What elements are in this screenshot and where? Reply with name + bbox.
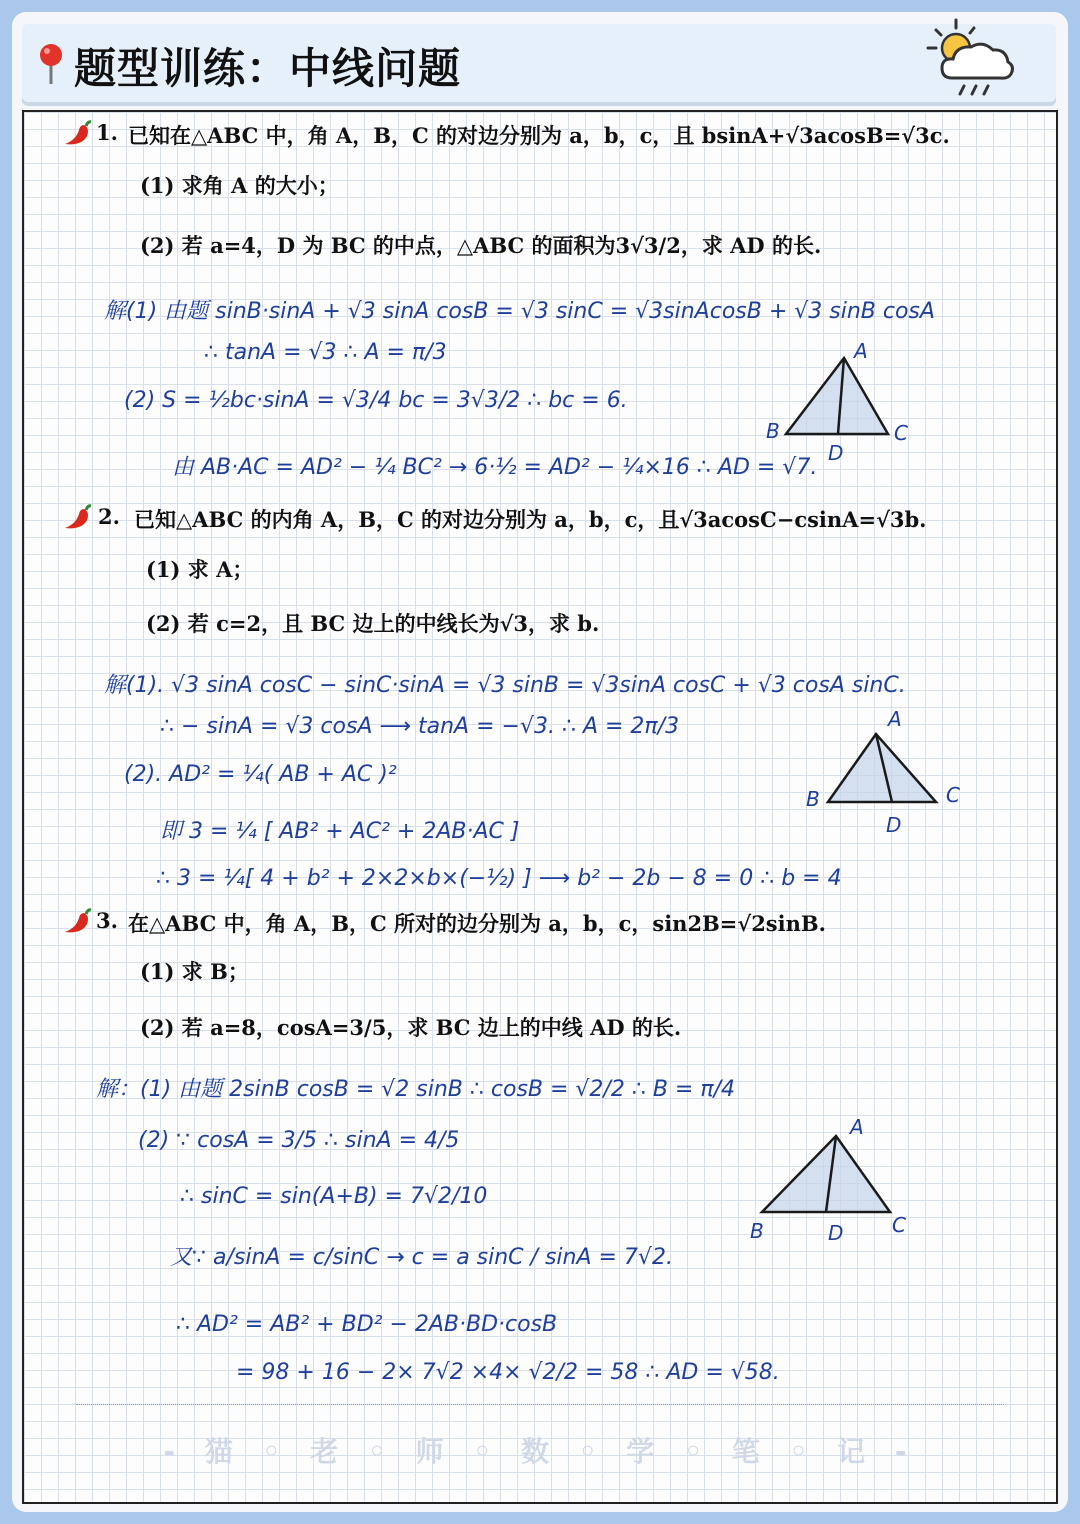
p1-solution-line-3: (2) S = ½bc·sinA = √3/4 bc = 3√3/2 ∴ bc = 6. [124,388,628,413]
p2-solution-line-1: 解(1). √3 sinA cosC − sinC·sinA = √3 sinB = √3sinA cosC + √3 cosA sinC. [104,673,906,698]
vertex-label-c: C [892,1213,906,1237]
p3-solution-line-2: (2) ∵ cosA = 3/5 ∴ sinA = 4/5 [138,1128,460,1153]
problem-1-stem: 已知在△ABC 中，角 A，B，C 的对边分别为 a，b，c，且 bsinA+√3acosB=√3c. [128,123,950,148]
chili-pepper-icon [62,908,92,936]
midpoint-label-d: D [828,441,844,465]
p3-solution-line-6: = 98 + 16 − 2× 7√2 ×4× √2/2 = 58 ∴ AD = √58. [236,1360,780,1385]
chili-pepper-icon [62,504,92,532]
p3-solution-line-3: ∴ sinC = sin(A+B) = 7√2/10 [180,1184,488,1209]
triangle-diagram-2 [796,704,976,840]
page-title: 题型训练：中线问题 [74,44,462,93]
triangle-diagram-1 [758,336,928,472]
vertex-label-a: A [888,707,902,731]
map-pin-icon [36,42,66,86]
p2-solution-line-2: ∴ − sinA = √3 cosA ⟶ tanA = −√3. ∴ A = 2π/3 [160,714,680,739]
problem-1-part1: (1) 求角 A 的大小； [140,173,339,198]
problem-1-part2: (2) 若 a=4，D 为 BC 的中点，△ABC 的面积为3√3/2，求 AD 的长. [140,233,822,258]
vertex-label-a: A [854,339,868,363]
problem-2-part2: (2) 若 c=2，且 BC 边上的中线长为√3，求 b. [146,611,600,636]
p2-solution-line-3: (2). AD² = ¼( AB + AC )² [124,762,397,787]
p3-solution-line-5: ∴ AD² = AB² + BD² − 2AB·BD·cosB [176,1312,558,1337]
midpoint-label-d: D [886,813,902,837]
vertex-label-b: B [750,1219,764,1243]
problem-3-stem: 在△ABC 中，角 A，B，C 所对的边分别为 a，b，c，sin2B=√2sinB. [128,911,826,936]
sun-cloud-rain-icon [922,16,1022,100]
problem-2-part1: (1) 求 A； [146,557,254,582]
triangle-diagram-3 [744,1108,924,1248]
vertex-label-b: B [766,419,780,443]
p3-solution-line-4: 又∵ a/sinA = c/sinC → c = a sinC / sinA = 7√2. [170,1245,673,1270]
p1-solution-line-4: 由 AB·AC = AD² − ¼ BC² → 6·½ = AD² − ¼×16 ∴ AD = √7. [172,455,818,480]
midpoint-label-d: D [828,1221,844,1245]
chili-pepper-icon [62,120,92,148]
problem-3-index: 3. [96,908,118,933]
problem-2-stem: 已知△ABC 的内角 A，B，C 的对边分别为 a，b，c，且√3acosC−csinA=√3b. [134,507,927,532]
p3-solution-line-1: 解：(1) 由题 2sinB cosB = √2 sinB ∴ cosB = √2/2 ∴ B = π/4 [96,1077,735,1102]
p2-solution-line-5: ∴ 3 = ¼[ 4 + b² + 2×2×b×(−½) ] ⟶ b² − 2b − 8 = 0 ∴ b = 4 [156,866,842,891]
problem-1-index: 1. [96,120,118,145]
p1-solution-line-2: ∴ tanA = √3 ∴ A = π/3 [204,340,447,365]
problem-2-index: 2. [98,504,120,529]
problem-3-part1: (1) 求 B； [140,959,249,984]
problem-3-part2: (2) 若 a=8，cosA=3/5，求 BC 边上的中线 AD 的长. [140,1015,682,1040]
vertex-label-c: C [894,421,908,445]
vertex-label-b: B [806,787,820,811]
p1-solution-line-1: 解(1) 由题 sinB·sinA + √3 sinA cosB = √3 sinC = √3sinAcosB + √3 sinB cosA [104,299,935,324]
p2-solution-line-4: 即 3 = ¼ [ AB² + AC² + 2AB·AC ] [160,819,520,844]
vertex-label-c: C [946,783,960,807]
bottom-dotted-rule [76,1404,1004,1405]
vertex-label-a: A [850,1115,864,1139]
footer-signature: - 猫 ◦ 老 ◦ 师 ◦ 数 ◦ 学 ◦ 笔 ◦ 记 - [163,1435,917,1468]
